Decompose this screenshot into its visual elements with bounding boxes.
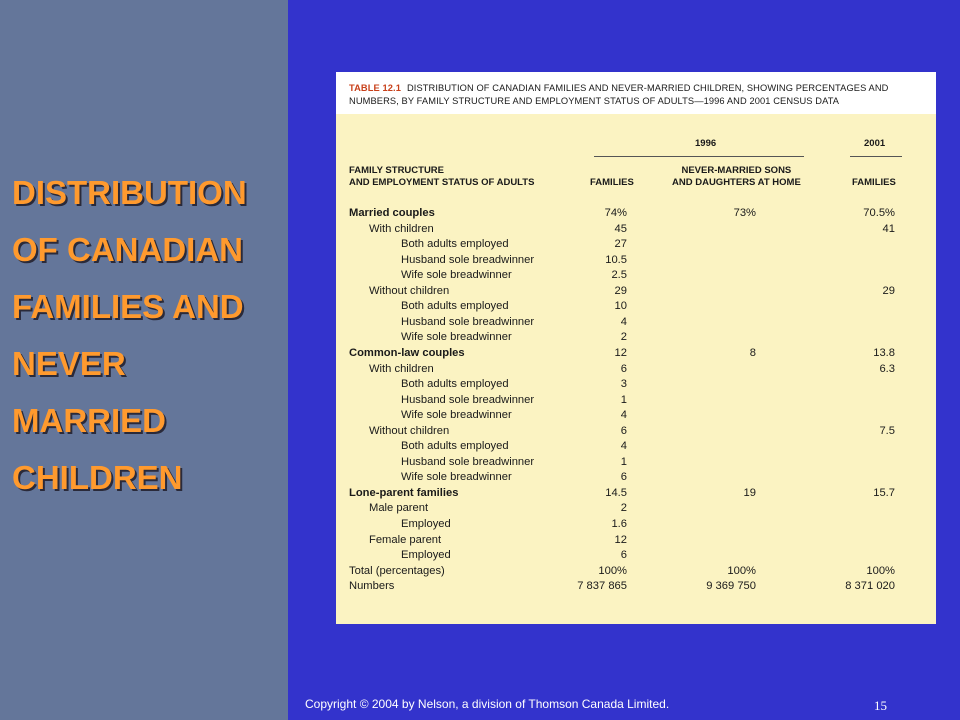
row-label: With children	[369, 222, 434, 235]
table-row	[336, 440, 936, 456]
header-year-2001: 2001	[864, 138, 886, 149]
header-rule-2001	[850, 156, 902, 157]
row-label: Numbers	[349, 580, 395, 593]
row-label: Employed	[401, 549, 451, 562]
title-line: FAMILIES AND	[12, 288, 244, 325]
row-label: Wife sole breadwinner	[401, 331, 512, 344]
families-2001-cell: 70.5%	[863, 207, 895, 219]
row-label: Lone-parent families	[349, 486, 459, 499]
row-label: With children	[369, 362, 434, 375]
table-row	[336, 518, 936, 534]
row-label: Female parent	[369, 533, 442, 546]
families-1996-cell: 1	[620, 393, 627, 406]
header-families-2001: FAMILIES	[852, 177, 896, 188]
table-row	[336, 207, 936, 223]
header-families-1996: FAMILIES	[590, 177, 634, 188]
families-1996-cell: 4	[620, 315, 627, 328]
table-row	[336, 300, 936, 316]
families-2001-cell: 7.5	[879, 424, 895, 437]
families-1996-cell: 100%	[598, 564, 627, 577]
row-label: Both adults employed	[401, 238, 509, 251]
families-1996-cell: 2	[620, 502, 627, 515]
row-label: Both adults employed	[401, 300, 509, 313]
row-label: Husband sole breadwinner	[401, 393, 535, 406]
children-1996-cell: 9 369 750	[706, 580, 756, 593]
header-rule-1996	[594, 156, 804, 157]
families-1996-cell: 27	[614, 238, 627, 251]
table-row	[336, 285, 936, 301]
families-1996-cell: 29	[614, 284, 627, 297]
table-row	[336, 456, 936, 472]
families-2001-cell: 8 371 020	[845, 580, 895, 593]
families-2001-cell: 15.7	[873, 486, 895, 499]
families-1996-cell: 6	[620, 424, 627, 437]
children-1996-cell: 73%	[733, 207, 756, 219]
table-caption-text: DISTRIBUTION OF CANADIAN FAMILIES AND NEVER-MARRIED CHILDREN, SHOWING PERCENTAGES AND NUMBERS, BY FAMILY STRUCTURE AND EMPLOYMENT STATUS OF ADULTS—1996 AND 2001 CENSUS DATA	[349, 83, 889, 106]
table-row	[336, 331, 936, 347]
row-label: Married couples	[349, 207, 435, 219]
slide-title	[12, 164, 284, 506]
families-2001-cell: 13.8	[873, 346, 895, 359]
table-row	[336, 534, 936, 550]
header-never-married	[672, 165, 801, 189]
table-body	[336, 114, 936, 624]
families-1996-cell: 4	[620, 440, 627, 453]
table-row	[336, 502, 936, 518]
families-1996-cell: 45	[614, 222, 627, 235]
table-image	[336, 72, 936, 624]
table-row	[336, 394, 936, 410]
header-year-1996: 1996	[695, 138, 717, 149]
row-label: Both adults employed	[401, 440, 509, 453]
title-line: CHILDREN	[12, 459, 183, 496]
families-1996-cell: 2	[620, 331, 627, 344]
families-1996-cell: 10.5	[605, 253, 627, 266]
table-row	[336, 269, 936, 285]
row-label: Without children	[369, 284, 450, 297]
row-label: Wife sole breadwinner	[401, 269, 512, 282]
row-label: Husband sole breadwinner	[401, 455, 535, 468]
row-label: Male parent	[369, 502, 429, 515]
header-structure-line2: AND EMPLOYMENT STATUS OF ADULTS	[349, 177, 535, 188]
row-label: Total (percentages)	[349, 564, 445, 577]
row-label: Both adults employed	[401, 378, 509, 391]
families-1996-cell: 1.6	[611, 518, 627, 530]
families-2001-cell: 41	[882, 222, 895, 235]
table-row	[336, 363, 936, 379]
header-family-structure	[349, 165, 534, 189]
families-1996-cell: 10	[614, 300, 627, 313]
families-1996-cell: 12	[614, 533, 627, 546]
families-1996-cell: 6	[620, 549, 627, 562]
table-row	[336, 378, 936, 394]
table-row	[336, 316, 936, 332]
row-label: Employed	[401, 518, 451, 530]
table-row	[336, 565, 936, 581]
header-structure-line1: FAMILY STRUCTURE	[349, 165, 445, 176]
families-2001-cell: 6.3	[879, 362, 895, 375]
copyright-notice: Copyright © 2004 by Nelson, a division of Thomson Canada Limited.	[305, 697, 670, 711]
table-row	[336, 580, 936, 596]
table-row	[336, 487, 936, 503]
row-label: Wife sole breadwinner	[401, 409, 512, 422]
table-row	[336, 238, 936, 254]
row-label: Husband sole breadwinner	[401, 315, 535, 328]
children-1996-cell: 19	[743, 486, 756, 499]
title-line: MARRIED	[12, 402, 166, 439]
families-1996-cell: 6	[620, 471, 627, 484]
table-row	[336, 347, 936, 363]
children-1996-cell: 100%	[727, 564, 756, 577]
families-1996-cell: 4	[620, 409, 627, 422]
families-1996-cell: 6	[620, 362, 627, 375]
header-sons-line2: AND DAUGHTERS AT HOME	[672, 177, 801, 188]
title-line: DISTRIBUTION	[12, 174, 247, 211]
title-line: OF CANADIAN	[12, 231, 243, 268]
table-row	[336, 471, 936, 487]
families-1996-cell: 74%	[604, 207, 627, 219]
table-row	[336, 425, 936, 441]
left-panel	[0, 0, 288, 720]
title-line: NEVER	[12, 345, 126, 382]
families-1996-cell: 7 837 865	[577, 580, 627, 593]
families-1996-cell: 1	[620, 455, 627, 468]
table-row	[336, 223, 936, 239]
table-number: TABLE 12.1	[349, 83, 401, 93]
families-2001-cell: 100%	[866, 564, 895, 577]
row-label: Common-law couples	[349, 346, 465, 359]
table-row	[336, 549, 936, 565]
row-label: Husband sole breadwinner	[401, 253, 535, 266]
families-1996-cell: 3	[620, 378, 627, 391]
children-1996-cell: 8	[749, 346, 756, 359]
row-label: Without children	[369, 424, 450, 437]
families-2001-cell: 29	[882, 284, 895, 297]
page-number: 15	[874, 698, 887, 713]
table-caption	[336, 72, 936, 114]
table-row	[336, 254, 936, 270]
table-row	[336, 409, 936, 425]
header-sons-line1: NEVER-MARRIED SONS	[681, 165, 792, 176]
families-1996-cell: 12	[614, 346, 627, 359]
families-1996-cell: 2.5	[611, 269, 627, 282]
row-label: Wife sole breadwinner	[401, 471, 512, 484]
families-1996-cell: 14.5	[605, 486, 627, 499]
